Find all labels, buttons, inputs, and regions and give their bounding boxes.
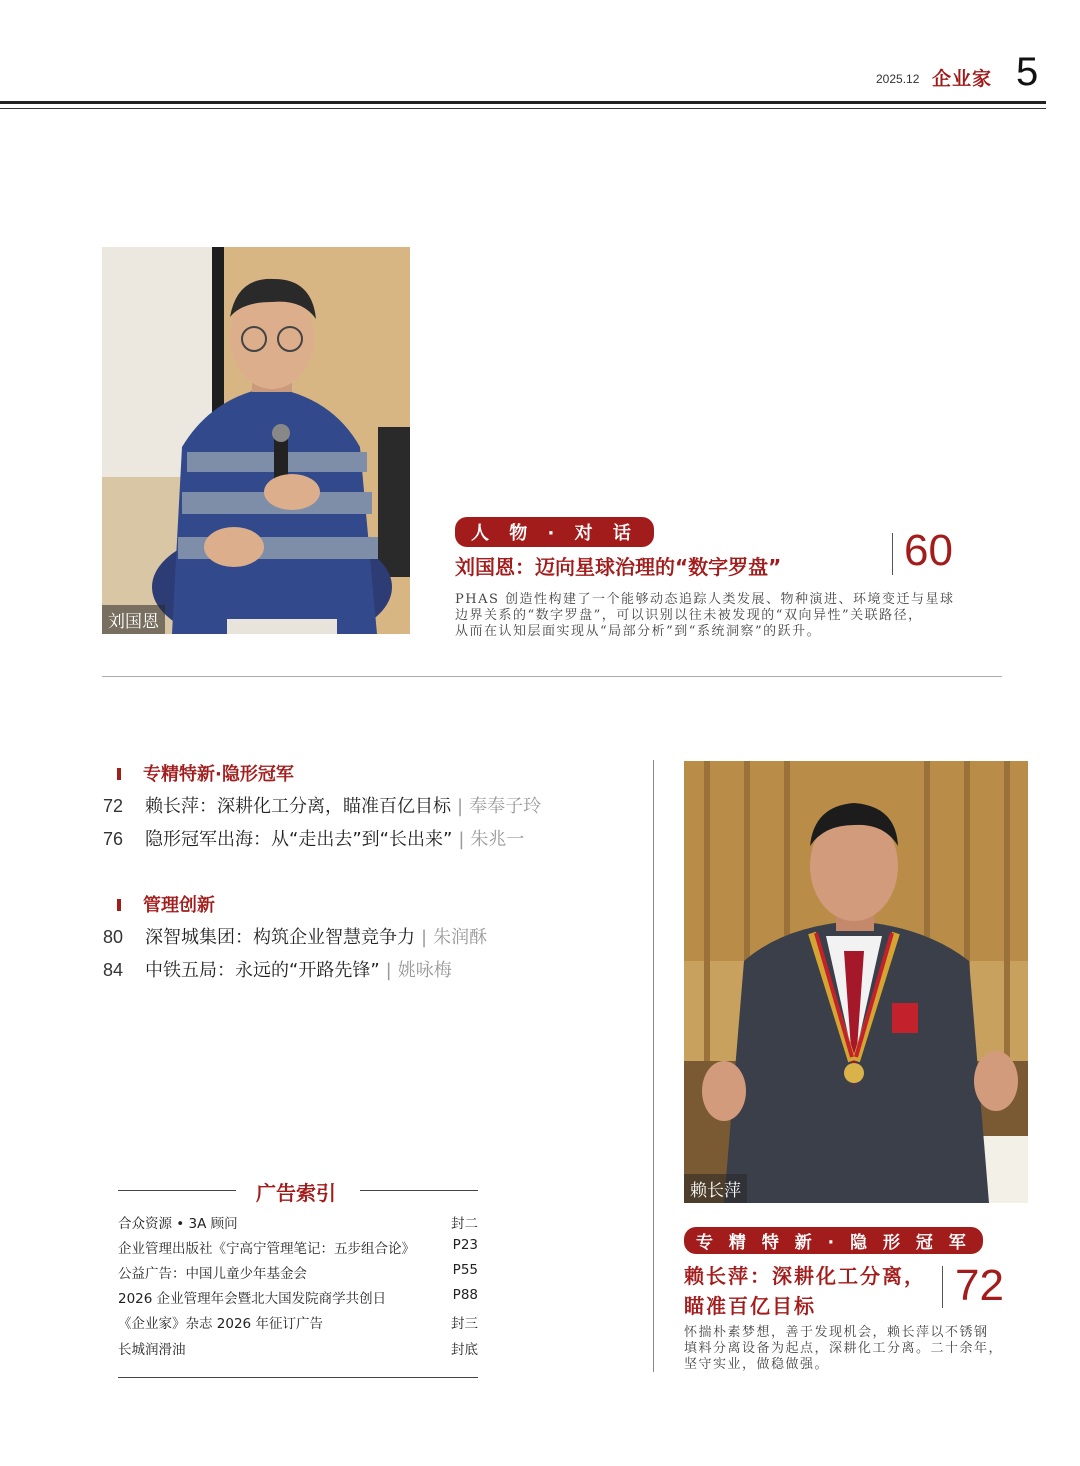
- ad-name: 长城润滑油: [118, 1342, 186, 1358]
- ad-page: 封二: [451, 1216, 478, 1232]
- toc-item-title: 中铁五局：永远的“开路先锋”: [145, 960, 380, 981]
- section-marker: [117, 899, 121, 911]
- ad-page: P55: [452, 1262, 478, 1278]
- portrait-photo-1: [102, 247, 410, 634]
- toc-item-author: 姚咏梅: [397, 960, 452, 981]
- feature-page-number-1: 60: [904, 526, 953, 575]
- ad-index-row: [118, 1237, 478, 1257]
- feature-tag-1: [455, 517, 654, 547]
- ad-page: 封三: [451, 1316, 478, 1332]
- header-rule-thick: [0, 101, 1046, 104]
- ad-name: 企业管理出版社《宁高宁管理笔记：五步组合论》: [118, 1241, 415, 1257]
- feature-tag-1-label: 人 物 · 对 话: [455, 517, 654, 547]
- toc-item-page: 84: [103, 960, 124, 980]
- ad-name: 合众资源 • 3A 顾问: [118, 1216, 238, 1232]
- ad-index-row: [118, 1212, 478, 1232]
- ad-index-row: [118, 1338, 478, 1358]
- issue-date: 2025.12: [876, 72, 920, 86]
- toc-item[interactable]: 80 深智城集团：构筑企业智慧竞争力 | 朱润酥: [103, 927, 488, 948]
- header-rule-thin: [0, 108, 1046, 109]
- feature-description-1-line: 边界关系的“数字罗盘”，可以识别以往未被发现的“双向异性”关联路径，: [455, 608, 923, 623]
- toc-item[interactable]: 84 中铁五局：永远的“开路先锋” | 姚咏梅: [103, 960, 452, 981]
- feature-title-2-line: 瞄准百亿目标: [684, 1294, 816, 1318]
- feature-description-1: [455, 592, 965, 640]
- ad-index-row: [118, 1287, 478, 1307]
- feature-description-1-line: PHAS 创造性构建了一个能够动态追踪人类发展、物种演进、环境变迁与星球: [455, 592, 955, 607]
- magazine-name: 企业家: [932, 68, 993, 90]
- toc-item-author: 朱润酥: [433, 927, 488, 948]
- toc-item[interactable]: 72 赖长萍：深耕化工分离，瞄准百亿目标 | 奉奉子玲: [103, 796, 542, 817]
- photo-caption-2: 赖长萍: [684, 1174, 747, 1203]
- section-marker: [117, 768, 121, 780]
- feature-description-2: [684, 1325, 1024, 1373]
- toc-item-title: 隐形冠军出海：从“走出去”到“长出来”: [145, 829, 453, 850]
- section-divider: [102, 676, 1002, 677]
- feature-title-1[interactable]: 刘国恩：迈向星球治理的“数字罗盘”: [455, 555, 782, 579]
- toc-item-author: 朱兆一: [470, 829, 525, 850]
- ad-index-row: [118, 1262, 478, 1282]
- feature-tag-2: [684, 1227, 983, 1254]
- ad-index-rule-left: [118, 1190, 236, 1191]
- ad-page: 封底: [451, 1342, 478, 1358]
- toc-item[interactable]: 76 隐形冠军出海：从“走出去”到“长出来” | 朱兆一: [103, 829, 525, 850]
- toc-item-page: 80: [103, 927, 124, 947]
- toc-item-title: 深智城集团：构筑企业智慧竞争力: [145, 927, 415, 948]
- feature-description-1-line: 从而在认知层面实现从“局部分析”到“系统洞察”的跃升。: [455, 624, 822, 639]
- feature-description-2-line: 怀揣朴素梦想，善于发现机会，赖长萍以不锈钢: [684, 1325, 989, 1340]
- ad-index-title: 广告索引: [256, 1181, 336, 1205]
- feature-description-2-line: 坚守实业，做稳做强。: [684, 1357, 830, 1372]
- toc-item-page: 76: [103, 829, 124, 849]
- ad-index-rule-right: [360, 1190, 478, 1191]
- feature-title-2-line: 赖长萍：深耕化工分离，: [684, 1264, 926, 1288]
- toc-item-title: 赖长萍：深耕化工分离，瞄准百亿目标: [145, 796, 451, 817]
- section-title-1: 专精特新·隐形冠军: [143, 764, 294, 785]
- feature-title-2[interactable]: [684, 1261, 926, 1321]
- ad-page: P23: [452, 1237, 478, 1253]
- toc-item-author: 奉奉子玲: [469, 796, 542, 817]
- portrait-photo-2: [684, 761, 1028, 1203]
- ad-name: 2026 企业管理年会暨北大国发院商学共创日: [118, 1291, 387, 1307]
- section-title-2: 管理创新: [143, 895, 215, 916]
- feature-page-divider-1: [892, 533, 893, 575]
- toc-item-page: 72: [103, 796, 124, 816]
- feature-page-divider-2: [942, 1266, 943, 1308]
- page-number: 5: [1016, 50, 1039, 94]
- ad-index-rule-bottom: [118, 1377, 478, 1378]
- ad-name: 公益广告：中国儿童少年基金会: [118, 1266, 307, 1282]
- feature-description-2-line: 填料分离设备为起点，深耕化工分离。二十余年，: [684, 1341, 1004, 1356]
- column-divider: [653, 760, 654, 1372]
- ad-index-row: [118, 1312, 478, 1332]
- ad-name: 《企业家》杂志 2026 年征订广告: [118, 1316, 323, 1332]
- feature-tag-2-label: 专 精 特 新 · 隐 形 冠 军: [684, 1227, 983, 1254]
- photo-caption-1: 刘国恩: [102, 605, 165, 634]
- ad-page: P88: [452, 1287, 478, 1303]
- feature-page-number-2: 72: [955, 1261, 1004, 1310]
